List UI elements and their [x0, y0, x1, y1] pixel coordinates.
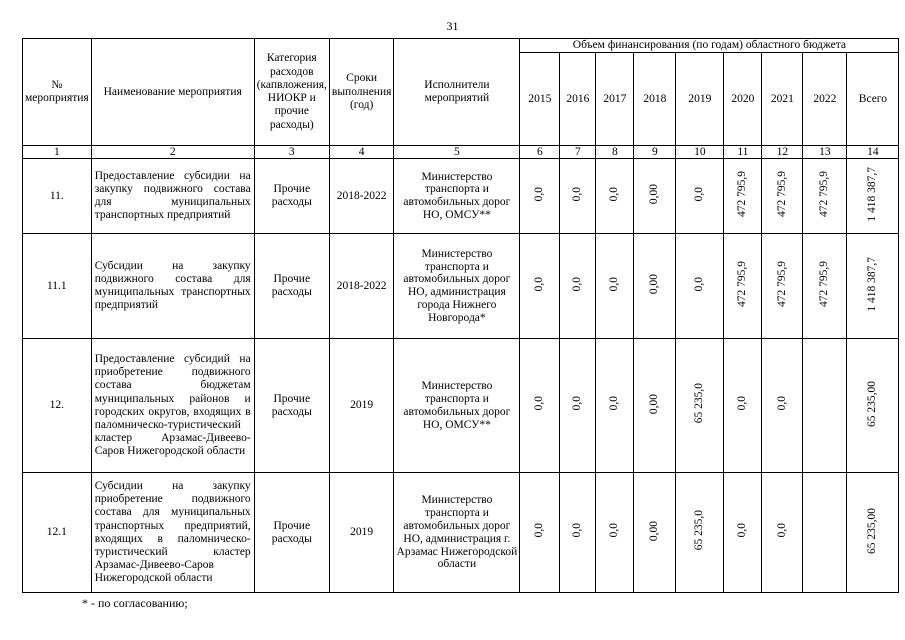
column-number: 6: [520, 146, 560, 159]
value-text: 0,00: [648, 274, 661, 295]
row-value: [596, 339, 634, 473]
column-number: 5: [394, 146, 520, 159]
row-value: [560, 234, 596, 339]
row-value: [520, 473, 560, 593]
value-text: 65 235,0: [693, 510, 706, 551]
row-category: Прочие расходы: [254, 473, 329, 593]
value-text: 0,0: [571, 276, 584, 292]
column-number: 4: [329, 146, 394, 159]
row-value: [634, 234, 676, 339]
value-text: 0,00: [648, 184, 661, 205]
column-number: 9: [634, 146, 676, 159]
column-number: 11: [724, 146, 762, 159]
column-number: 3: [254, 146, 329, 159]
value-text: 472 795,9: [818, 261, 831, 308]
value-text: 0,0: [571, 186, 584, 202]
row-value: [676, 339, 724, 473]
row-category: Прочие расходы: [254, 339, 329, 473]
row-value: [634, 339, 676, 473]
row-value: [676, 473, 724, 593]
row-value: [520, 234, 560, 339]
value-text: 0,0: [608, 186, 621, 202]
row-value: [724, 473, 762, 593]
value-text: 65 235,0: [693, 383, 706, 424]
total-text: 1 418 387,7: [866, 166, 879, 222]
column-number: 8: [596, 146, 634, 159]
value-text: 472 795,9: [818, 171, 831, 218]
header-year: 2020: [724, 53, 762, 146]
row-num: 11.1: [23, 234, 92, 339]
row-value: [676, 234, 724, 339]
header-year: 2018: [634, 53, 676, 146]
page-number: 31: [446, 19, 459, 33]
row-name: Предоставление субсидии на закупку подвижного состава для муниципальных транспортных предприятий: [91, 159, 254, 234]
header-year: 2021: [762, 53, 803, 146]
value-text: 0,00: [648, 520, 661, 541]
total-text: 1 418 387,7: [866, 256, 879, 312]
row-value: [803, 234, 847, 339]
value-text: 0,0: [533, 186, 546, 202]
row-executors: Министерство транспорта и автомобильных дорог НО, администрация г. Арзамас Нижегородской области: [394, 473, 520, 593]
table-row: [23, 473, 899, 593]
row-value: [803, 473, 847, 593]
value-text: 0,0: [736, 396, 749, 411]
column-number: 10: [676, 146, 724, 159]
row-value: [803, 159, 847, 234]
value-text: 0,0: [775, 396, 788, 411]
total-text: 65 235,00: [866, 507, 879, 554]
value-text: 0,0: [736, 523, 749, 538]
header-terms: Сроки выполнения (год): [329, 39, 394, 146]
row-num: 12.1: [23, 473, 92, 593]
value-text: 0,0: [608, 396, 621, 411]
column-number: 13: [803, 146, 847, 159]
value-text: 0,0: [693, 276, 706, 292]
row-value: [803, 339, 847, 473]
row-name: Предоставление субсидий на приобретение подвижного состава бюджетам муниципальных районов и городских округов, входящих в паломническо-туристический кластер Арзамас-Дивеево-Саров Нижегородской области: [91, 339, 254, 473]
table-row: [23, 234, 899, 339]
row-category: Прочие расходы: [254, 234, 329, 339]
row-terms: 2018-2022: [329, 159, 394, 234]
row-value: [596, 234, 634, 339]
row-category: Прочие расходы: [254, 159, 329, 234]
value-text: 0,0: [571, 523, 584, 538]
value-text: 0,0: [571, 396, 584, 411]
value-text: 0,0: [533, 523, 546, 538]
row-value: [676, 159, 724, 234]
row-executors: Министерство транспорта и автомобильных дорог НО, ОМСУ**: [394, 339, 520, 473]
header-year: 2022: [803, 53, 847, 146]
row-num: 12.: [23, 339, 92, 473]
value-text: 0,00: [648, 393, 661, 414]
row-name: Субсидии на закупку подвижного состава для муниципальных транспортных предприятий: [91, 234, 254, 339]
column-number: 2: [91, 146, 254, 159]
row-name: Субсидии на закупку приобретение подвижного состава для муниципальных транспортных предприятий, входящих в паломническо-туристический кластер Арзамас-Дивеево-Саров Нижегородской области: [91, 473, 254, 593]
table-row: [23, 339, 899, 473]
row-value: [634, 159, 676, 234]
value-text: 472 795,9: [736, 171, 749, 218]
row-total: [847, 234, 899, 339]
value-text: 0,0: [693, 186, 706, 202]
row-value: [724, 159, 762, 234]
value-text: 0,0: [608, 276, 621, 292]
row-total: [847, 159, 899, 234]
row-executors: Министерство транспорта и автомобильных дорог НО, ОМСУ**: [394, 159, 520, 234]
header-category: Категория расходов (капвложения, НИОКР и прочие расходы): [254, 39, 329, 146]
header-executors: Исполнители мероприятий: [394, 39, 520, 146]
value-text: 0,0: [533, 396, 546, 411]
row-value: [762, 473, 803, 593]
value-text: 472 795,9: [775, 171, 788, 218]
row-total: [847, 473, 899, 593]
value-text: 0,0: [775, 523, 788, 538]
funding-table: [22, 38, 899, 593]
row-executors: Министерство транспорта и автомобильных дорог НО, администрация города Нижнего Новгорода*: [394, 234, 520, 339]
row-value: [520, 159, 560, 234]
value-text: 0,0: [533, 276, 546, 292]
row-value: [634, 473, 676, 593]
row-total: [847, 339, 899, 473]
column-number: 12: [762, 146, 803, 159]
row-value: [762, 339, 803, 473]
header-name: Наименование мероприятия: [91, 39, 254, 146]
value-text: 472 795,9: [775, 261, 788, 308]
row-value: [560, 339, 596, 473]
row-value: [596, 473, 634, 593]
value-text: 0,0: [608, 523, 621, 538]
row-value: [560, 473, 596, 593]
column-number: 14: [847, 146, 899, 159]
header-year: 2019: [676, 53, 724, 146]
row-terms: 2019: [329, 473, 394, 593]
footnote: * - по согласованию;: [82, 596, 188, 610]
row-value: [724, 339, 762, 473]
row-terms: 2018-2022: [329, 234, 394, 339]
row-num: 11.: [23, 159, 92, 234]
row-value: [762, 234, 803, 339]
row-value: [560, 159, 596, 234]
header-year: 2015: [520, 53, 560, 146]
header-year: 2016: [560, 53, 596, 146]
row-value: [724, 234, 762, 339]
table-row: [23, 159, 899, 234]
header-year: 2017: [596, 53, 634, 146]
row-value: [762, 159, 803, 234]
row-terms: 2019: [329, 339, 394, 473]
header-num: № мероприятия: [23, 39, 92, 146]
row-value: [520, 339, 560, 473]
header-funding: Объем финансирования (по годам) областного бюджета: [520, 39, 899, 53]
total-text: 65 235,00: [866, 380, 879, 427]
header-total: Всего: [847, 53, 899, 146]
value-text: 472 795,9: [736, 261, 749, 308]
row-value: [596, 159, 634, 234]
column-number: 7: [560, 146, 596, 159]
column-number: 1: [23, 146, 92, 159]
